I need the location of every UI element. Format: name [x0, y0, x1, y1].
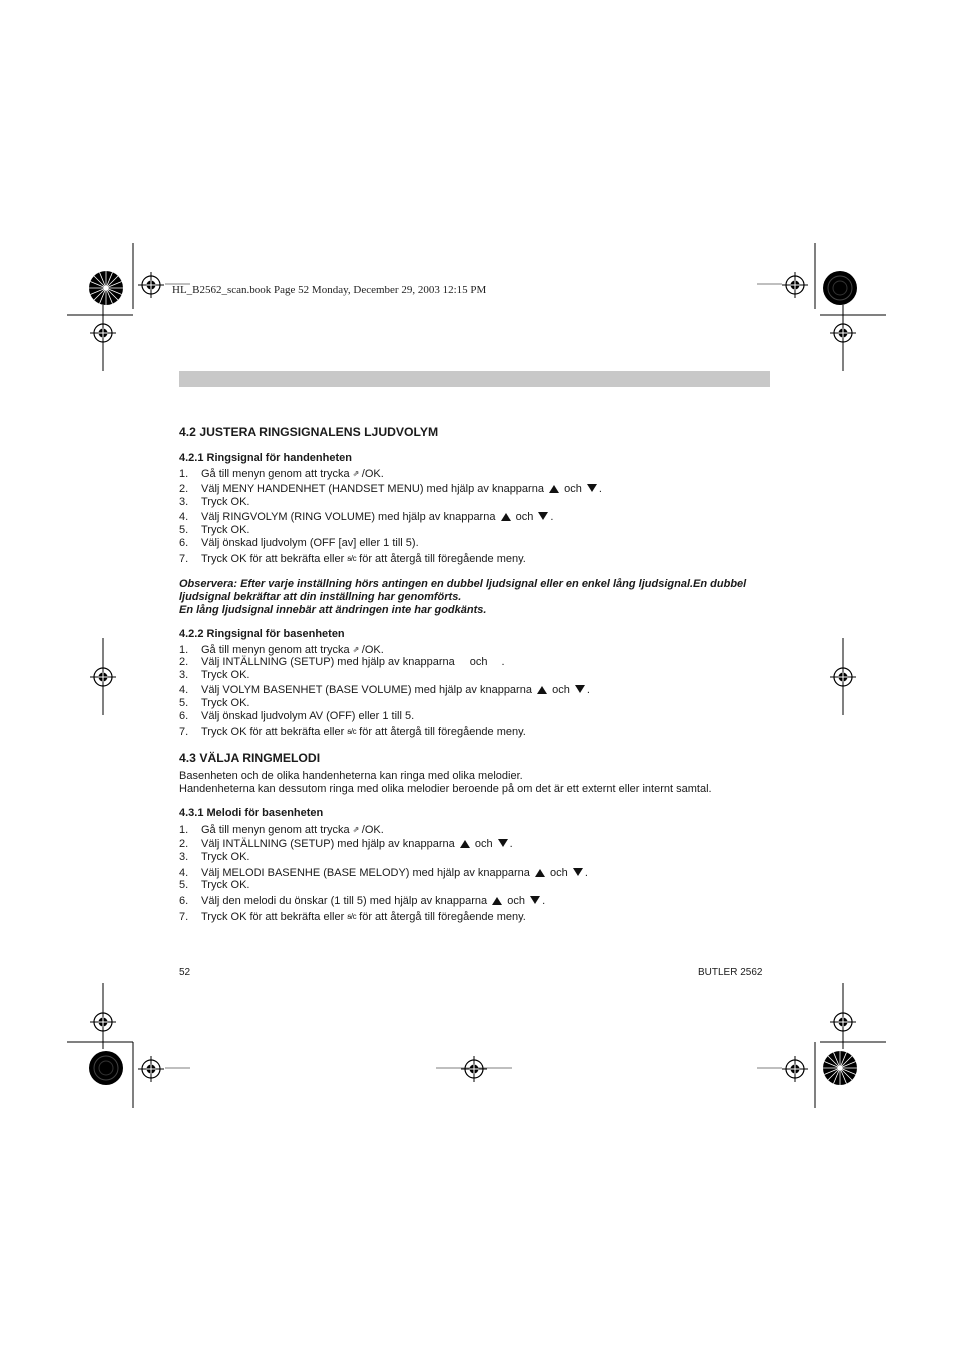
step-number: 1.	[179, 468, 189, 480]
step-text-end: /OK.	[361, 644, 384, 656]
och-text: och	[550, 867, 568, 879]
step-text: Tryck OK.	[201, 879, 250, 891]
subsection-4-2-1-title: 4.2.1 Ringsignal för handenheten	[179, 452, 352, 464]
list-item	[179, 851, 249, 864]
up-arrow-icon	[492, 897, 502, 905]
step-text: Tryck OK för att bekräfta eller	[201, 911, 345, 923]
step-number: 6.	[179, 710, 189, 722]
step-end: .	[586, 684, 590, 696]
section-4-3-title: 4.3 VÄLJA RINGMELODI	[179, 751, 321, 765]
intro-line-2: Handenheterna kan dessutom ringa med olika melodier beroende på om det är ett externt eller internt samtal.	[179, 783, 712, 795]
step-number: 4.	[179, 684, 189, 696]
step-number: 4.	[179, 867, 189, 879]
list-item	[179, 895, 545, 908]
step-text: Välj önskad ljudvolym AV (OFF) eller 1 till 5.	[201, 710, 415, 722]
step-text: Välj önskad ljudvolym (OFF [av] eller 1 till 5).	[201, 537, 419, 549]
list-item	[179, 910, 526, 923]
step-text: Tryck OK.	[201, 669, 250, 681]
step-text: Gå till menyn genom att trycka	[201, 468, 350, 480]
up-arrow-icon	[537, 686, 547, 694]
menu-key-icon: ⇗	[352, 825, 359, 834]
menu-key-icon: ⇗	[352, 469, 359, 478]
step-number: 2.	[179, 838, 189, 850]
list-item	[179, 697, 249, 710]
page-number: 52	[179, 967, 191, 978]
och-text: och	[552, 684, 570, 696]
step-number: 1.	[179, 824, 189, 836]
list-item	[179, 467, 384, 480]
subsection-4-2-2-title: 4.2.2 Ringsignal för basenheten	[179, 628, 345, 640]
step-text-end: för att återgå till föregående meny.	[359, 726, 526, 738]
esc-key-icon: ꞩ/c	[347, 554, 357, 563]
down-arrow-icon	[530, 896, 540, 904]
subsection-4-3-1-title: 4.3.1 Melodi för basenheten	[179, 807, 324, 819]
down-arrow-icon	[573, 868, 583, 876]
step-number: 4.	[179, 511, 189, 523]
step-text: Gå till menyn genom att trycka	[201, 644, 350, 656]
step-text: Gå till menyn genom att trycka	[201, 824, 350, 836]
list-item	[179, 710, 414, 723]
step-text: Tryck OK för att bekräfta eller	[201, 553, 345, 565]
step-text-end: /OK.	[361, 468, 384, 480]
och-text: och	[474, 838, 493, 850]
down-arrow-icon	[538, 512, 548, 520]
list-item	[179, 643, 384, 656]
step-number: 6.	[179, 537, 189, 549]
step-text: Välj VOLYM BASENHET (BASE VOLUME) med hjälp av knapparna	[201, 684, 532, 696]
list-item	[179, 838, 513, 851]
down-arrow-icon	[498, 839, 508, 847]
list-item	[179, 537, 419, 550]
note-line-2: ljudsignal bekräftar att din inställning har genomförts.	[179, 591, 462, 603]
step-text: Tryck OK.	[201, 524, 250, 536]
esc-key-icon: ꞩ/c	[347, 912, 357, 921]
down-arrow-icon	[587, 484, 597, 492]
list-item	[179, 524, 249, 537]
list-item	[179, 879, 249, 892]
step-end: .	[584, 867, 588, 879]
print-header-line: HL_B2562_scan.book Page 52 Monday, December 29, 2003 12:15 PM	[172, 284, 487, 296]
esc-key-icon: ꞩ/c	[347, 727, 357, 736]
step-text: Välj INTÄLLNING (SETUP) med hjälp av knapparna	[201, 656, 455, 668]
step-text: Välj MELODI BASENHE (BASE MELODY) med hjälp av knapparna	[201, 867, 530, 879]
list-item	[179, 496, 249, 509]
step-number: 3.	[179, 851, 189, 863]
step-number: 5.	[179, 697, 189, 709]
down-arrow-icon	[575, 685, 585, 693]
step-number: 2.	[179, 483, 189, 495]
list-item	[179, 725, 526, 738]
step-end: .	[550, 511, 554, 523]
list-item	[179, 669, 249, 682]
list-item	[179, 552, 526, 565]
model-name: BUTLER 2562	[698, 967, 763, 978]
step-number: 7.	[179, 911, 189, 923]
och-text: och	[469, 656, 488, 668]
och-text: och	[564, 483, 582, 495]
menu-key-icon: ⇗	[352, 645, 359, 654]
up-arrow-icon	[501, 513, 511, 521]
step-end: .	[509, 838, 513, 850]
step-text: Tryck OK.	[201, 851, 250, 863]
step-text: Tryck OK för att bekräfta eller	[201, 726, 345, 738]
step-end: .	[542, 895, 546, 907]
list-item	[179, 656, 505, 669]
list-item	[179, 684, 590, 697]
step-text: Välj MENY HANDENHET (HANDSET MENU) med hjälp av knapparna	[201, 483, 544, 495]
note-line-1: Observera: Efter varje inställning hörs antingen en dubbel ljudsignal eller en enkel lång ljudsignal.En dubbel	[179, 578, 747, 590]
step-text-end: för att återgå till föregående meny.	[359, 911, 526, 923]
step-number: 3.	[179, 669, 189, 681]
list-item	[179, 823, 384, 836]
step-text: Tryck OK.	[201, 496, 250, 508]
up-arrow-icon	[460, 840, 470, 848]
step-number: 6.	[179, 895, 189, 907]
up-arrow-icon	[535, 869, 545, 877]
och-text: och	[507, 895, 526, 907]
och-text: och	[515, 511, 534, 523]
step-end: .	[598, 483, 602, 495]
step-number: 7.	[179, 553, 189, 565]
intro-line-1: Basenheten och de olika handenheterna kan ringa med olika melodier.	[179, 770, 523, 782]
section-header-bar	[179, 371, 770, 387]
step-text: Välj den melodi du önskar (1 till 5) med hjälp av knapparna	[201, 895, 488, 907]
step-text-end: /OK.	[361, 824, 384, 836]
step-text: Tryck OK.	[201, 697, 250, 709]
step-number: 5.	[179, 524, 189, 536]
step-number: 5.	[179, 879, 189, 891]
step-number: 1.	[179, 644, 189, 656]
section-4-2-title: 4.2 JUSTERA RINGSIGNALENS LJUDVOLYM	[179, 425, 439, 439]
step-number: 2.	[179, 656, 189, 668]
up-arrow-icon	[549, 485, 559, 493]
list-item	[179, 511, 553, 524]
step-text-end: för att återgå till föregående meny.	[359, 553, 526, 565]
step-number: 3.	[179, 496, 189, 508]
step-text: Välj INTÄLLNING (SETUP) med hjälp av knapparna	[201, 838, 455, 850]
step-end: .	[501, 656, 505, 668]
list-item	[179, 483, 602, 496]
step-text: Välj RINGVOLYM (RING VOLUME) med hjälp av knapparna	[201, 511, 496, 523]
step-number: 7.	[179, 726, 189, 738]
note-line-3: En lång ljudsignal innebär att ändringen inte har godkänts.	[179, 604, 487, 616]
